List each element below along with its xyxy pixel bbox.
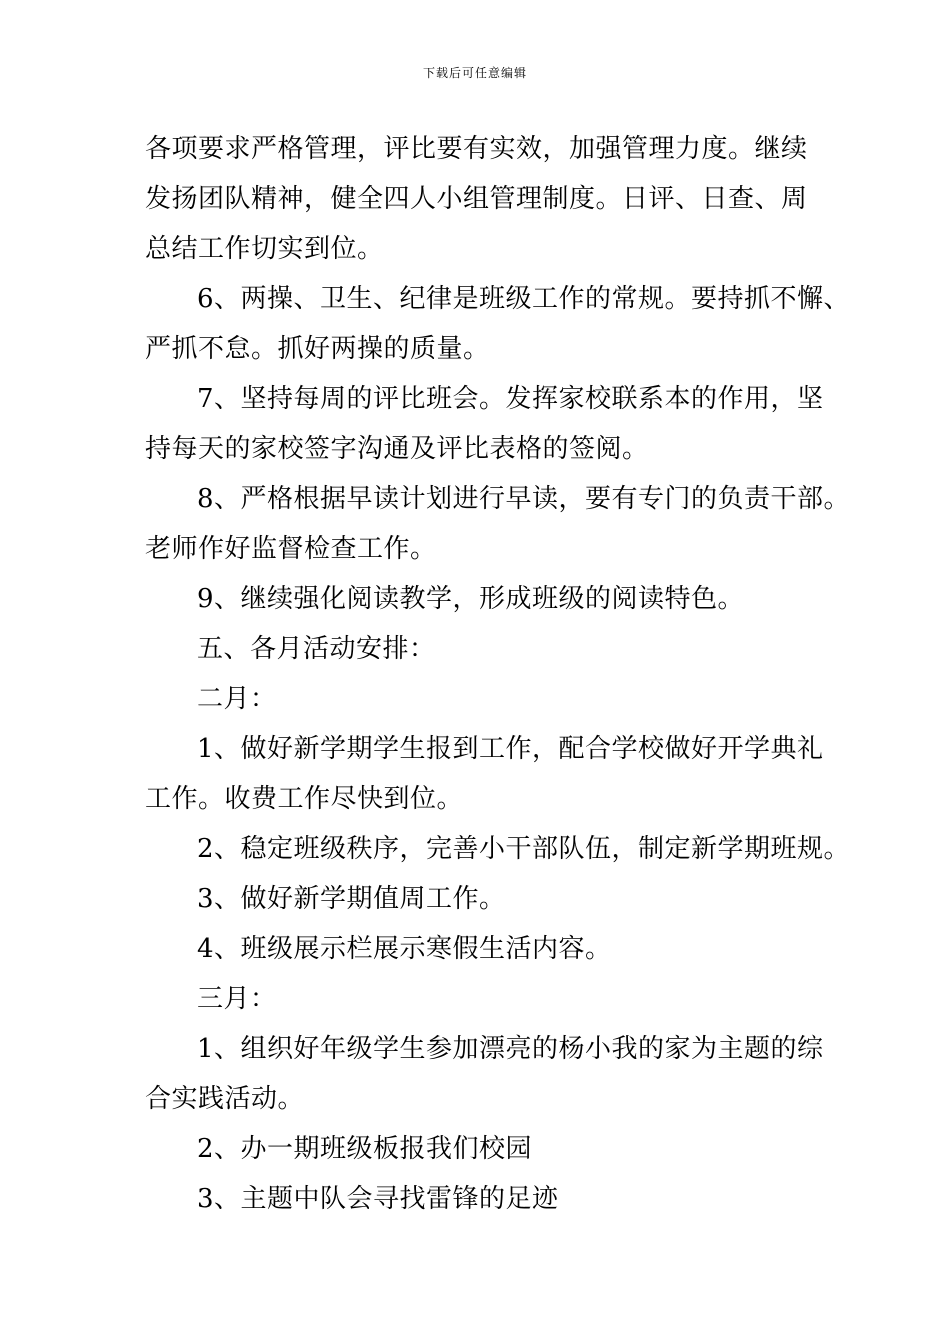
month-heading: 三月： [197,984,277,1014]
text-line: 老师作好监督检查工作。 [145,534,437,564]
text-line: 持每天的家校签字沟通及评比表格的签阅。 [145,434,649,464]
text-line: 总结工作切实到位。 [145,234,384,264]
section-heading: 五、各月活动安排： [197,634,436,664]
text-line: 各项要求严格管理，评比要有实效，加强管理力度。继续 [145,134,808,164]
page-header: 下载后可任意编辑 [422,66,527,80]
text-line: 3、做好新学期值周工作。 [197,884,506,914]
document-body [145,124,851,1224]
month-heading: 二月： [197,684,277,714]
text-line: 发扬团队精神，健全四人小组管理制度。日评、日查、周 [145,184,808,214]
text-line: 8、严格根据早读计划进行早读，要有专门的负责干部。 [197,484,851,514]
text-line: 1、做好新学期学生报到工作，配合学校做好开学典礼 [197,734,824,764]
text-line: 3、主题中队会寻找雷锋的足迹 [197,1184,559,1214]
text-line: 工作。收费工作尽快到位。 [145,784,464,814]
text-line: 2、稳定班级秩序，完善小干部队伍，制定新学期班规。 [197,834,851,864]
text-line: 7、坚持每周的评比班会。发挥家校联系本的作用，坚 [197,384,824,414]
text-line: 严抓不怠。抓好两操的质量。 [145,334,490,364]
text-line: 1、组织好年级学生参加漂亮的杨小我的家为主题的综 [197,1034,824,1064]
text-line: 9、继续强化阅读教学，形成班级的阅读特色。 [197,584,745,614]
text-line: 4、班级展示栏展示寒假生活内容。 [197,934,612,964]
text-line: 2、办一期班级板报我们校园 [197,1134,533,1164]
text-line: 合实践活动。 [145,1084,305,1114]
text-line: 6、两操、卫生、纪律是班级工作的常规。要持抓不懈、 [197,284,851,314]
